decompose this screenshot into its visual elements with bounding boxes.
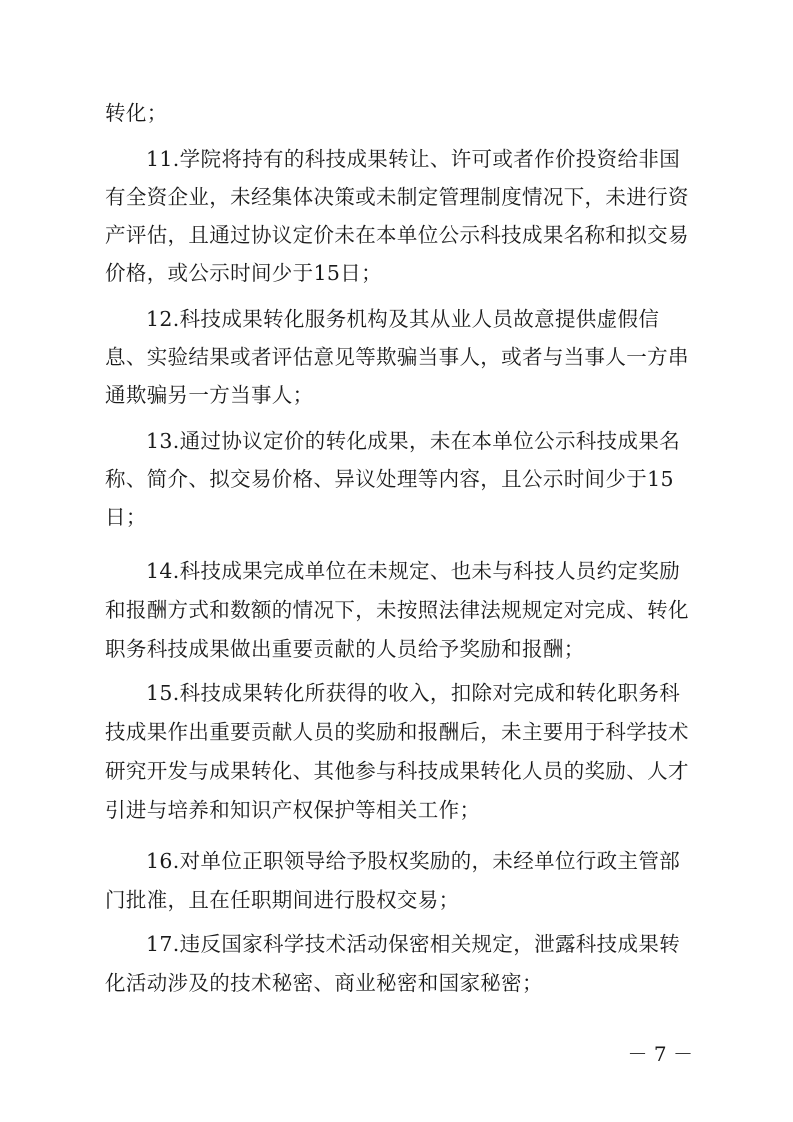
text-line: 13.通过协议定价的转化成果，未在本单位公示科技成果名 <box>146 429 681 453</box>
text-line: 技成果作出重要贡献人员的奖励和报酬后，未主要用于科学技术 <box>105 720 689 744</box>
text-line: 16.对单位正职领导给予股权奖励的，未经单位行政主管部 <box>146 849 681 873</box>
text-line: 价格，或公示时间少于15日； <box>105 261 382 285</box>
text-line: 研究开发与成果转化、其他参与科技成果转化人员的奖励、人才 <box>105 759 689 783</box>
page-number: － 7 － <box>627 1042 693 1066</box>
text-line: 日； <box>105 505 147 529</box>
text-line: 通欺骗另一方当事人； <box>105 383 314 407</box>
text-line: 职务科技成果做出重要贡献的人员给予奖励和报酬； <box>105 637 585 661</box>
text-line: 11.学院将持有的科技成果转让、许可或者作价投资给非国 <box>146 147 681 171</box>
text-line: 化活动涉及的技术秘密、商业秘密和国家秘密； <box>105 971 543 995</box>
text-line: 转化； <box>105 101 168 125</box>
text-line: 有全资企业，未经集体决策或未制定管理制度情况下，未进行资 <box>105 185 689 209</box>
text-line: 12.科技成果转化服务机构及其从业人员故意提供虚假信 <box>146 307 660 331</box>
text-line: 引进与培养和知识产权保护等相关工作； <box>105 798 481 822</box>
text-line: 17.违反国家科学技术活动保密相关规定，泄露科技成果转 <box>146 932 681 956</box>
text-line: 息、实验结果或者评估意见等欺骗当事人，或者与当事人一方串 <box>105 345 689 369</box>
text-line: 称、简介、拟交易价格、异议处理等内容，且公示时间少于15 <box>105 467 674 491</box>
text-line: 14.科技成果完成单位在未规定、也未与科技人员约定奖励 <box>146 559 681 583</box>
text-line: 产评估，且通过协议定价未在本单位公示科技成果名称和拟交易 <box>105 223 689 247</box>
text-line: 和报酬方式和数额的情况下，未按照法律法规规定对完成、转化 <box>105 598 689 622</box>
text-line: 15.科技成果转化所获得的收入，扣除对完成和转化职务科 <box>146 681 681 705</box>
text-line: 门批准，且在任职期间进行股权交易； <box>105 888 460 912</box>
